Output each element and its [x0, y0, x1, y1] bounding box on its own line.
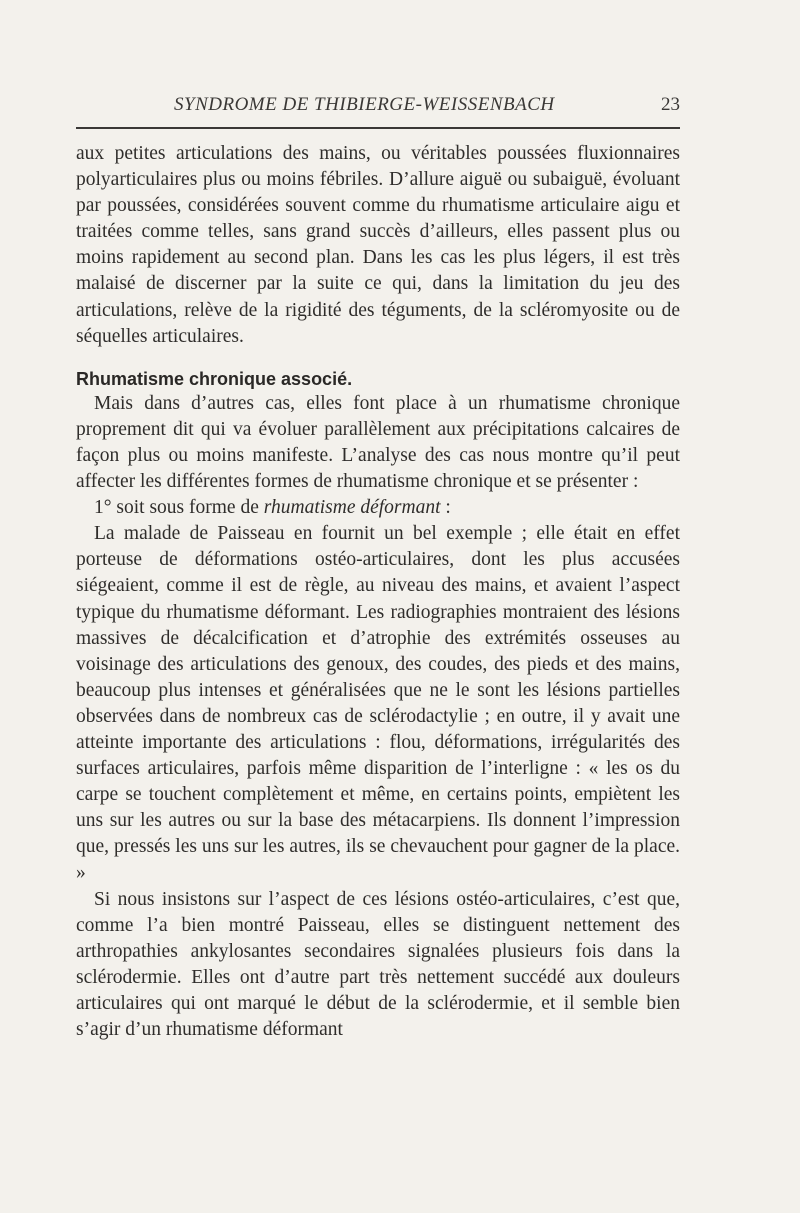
paragraph-2: Mais dans d’autres cas, elles font place à un rhumatisme chronique proprement dit qui va évoluer parallèlement aux précipitations calcaires de façon plus ou moins manifeste. L’analyse des cas nous montre qu’il peut affecter les différentes formes de rhumatisme chronique et se présenter : [76, 392, 680, 493]
paragraph-3-prefix: 1° soit sous forme de [94, 497, 264, 519]
paragraph-5: Si nous insistons sur l’aspect de ces lésions ostéo-articulaires, c’est que, comme l’a bien montré Paisseau, elles se distinguent nettement des arthropathies ankylosantes secondaires signalées plusieurs fois dans la sclérodermie. Elles ont d’autre part très nettement succédé aux douleurs articulaires qui ont marqué le début de la sclérodermie, et il semble bien s’agir d’un rhumatisme déformant [76, 888, 680, 1040]
paragraph-1: aux petites articulations des mains, ou véritables poussées fluxionnaires polyarticulaires plus ou moins fébriles. D’allure aiguë ou subaiguë, évoluant par poussées, considérées souvent comme du rhumatisme articulaire aigu et traitées comme telles, sans grand succès d’ailleurs, elles passent plus ou moins rapidement au second plan. Dans les cas les plus légers, il est très malaisé de discerner par la suite ce qui, dans la limitation du jeu des articulations, relève de la rigidité des téguments, de la scléromyosite ou de séquelles articulaires. [76, 143, 680, 347]
running-title: SYNDROME DE THIBIERGE-WEISSENBACH [174, 94, 555, 115]
paragraph-3-suffix: : [440, 497, 451, 519]
page-number: 23 [661, 94, 680, 115]
page-body [76, 141, 680, 1043]
section-title: Rhumatisme chronique associé. [76, 368, 353, 389]
paragraph-3 [76, 495, 680, 521]
paragraph-4: La malade de Paisseau en fournit un bel exemple ; elle était en effet porteuse de déformations ostéo-articulaires, dont les plus accusées siégeaient, comme il est de règle, au niveau des mains, et avaient l’aspect typique du rhumatisme déformant. Les radiographies montraient des lésions massives de décalcification et d’atrophie des extrémités osseuses au voisinage des articulations des genoux, des coudes, des pieds et des mains, beaucoup plus intenses et généralisées que ne le sont les lésions partielles observées dans de nombreux cas de sclérodactylie ; en outre, il y avait une atteinte importante des articulations : flou, déformations, irrégularités des surfaces articulaires, parfois même disparition de l’interligne : « les os du carpe se touchent complètement et même, en certains points, empiètent les uns sur les autres ou sur la base des métacarpiens. Ils donnent l’impression que, pressés les uns sur les autres, ils se chevauchent pour gagner de la place. » [76, 523, 680, 884]
paragraph-3-italic: rhumatisme déformant [263, 497, 441, 519]
page-header [76, 94, 680, 130]
header-rule [76, 127, 680, 129]
